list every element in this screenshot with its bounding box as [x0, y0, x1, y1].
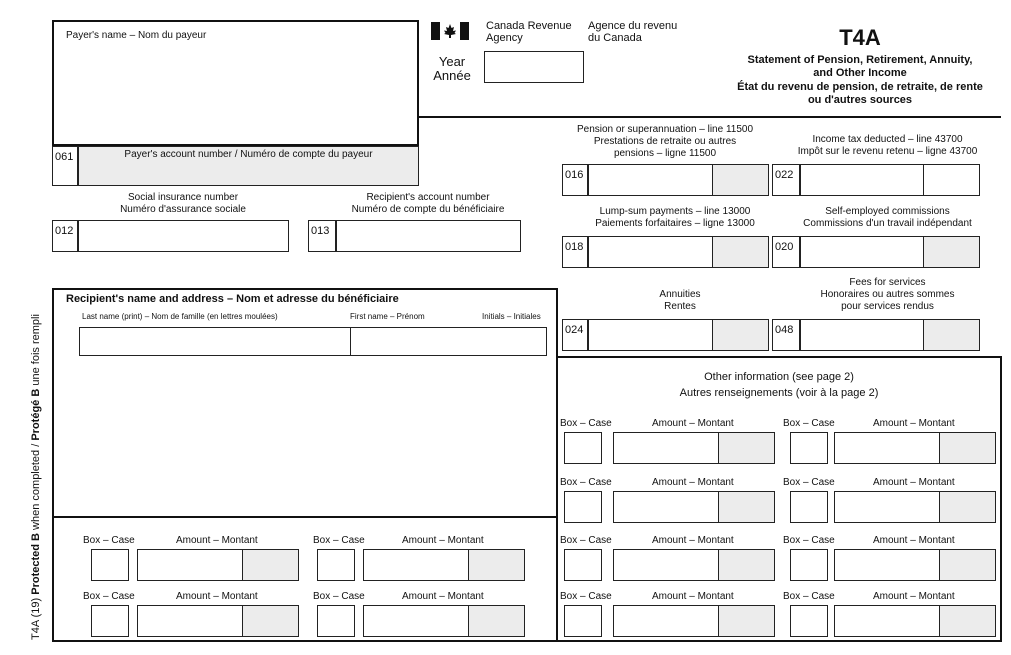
other-box-code-input[interactable]: [564, 432, 602, 464]
other-info-heading-fr: Autres renseignements (voir à la page 2): [679, 387, 879, 399]
other-box-label: Box – Case: [560, 591, 612, 602]
box-013-code: 013: [308, 220, 336, 252]
initials-label: Initials – Initiales: [482, 312, 541, 321]
other-box-code-input[interactable]: [790, 432, 828, 464]
other-amount-label: Amount – Montant: [652, 477, 734, 488]
other-info-heading-en: Other information (see page 2): [704, 371, 854, 383]
other-box-label: Box – Case: [783, 418, 835, 429]
box-020-amount[interactable]: [800, 236, 980, 268]
other-amount-label: Amount – Montant: [402, 591, 484, 602]
other-box-code-input[interactable]: [790, 605, 828, 637]
other-amount-label: Amount – Montant: [402, 535, 484, 546]
other-amount-input[interactable]: [613, 549, 775, 581]
box-016-amount[interactable]: [588, 164, 769, 196]
form-title-en: Statement of Pension, Retirement, Annuity, and Other Income: [747, 54, 973, 79]
other-box-code-input[interactable]: [91, 605, 129, 637]
other-box-code-input[interactable]: [790, 491, 828, 523]
header-divider: [419, 116, 1001, 118]
other-amount-input[interactable]: [363, 605, 525, 637]
box-018-amount[interactable]: [588, 236, 769, 268]
other-amount-input[interactable]: [137, 605, 299, 637]
payer-account-field[interactable]: [78, 146, 419, 186]
other-amount-input[interactable]: [363, 549, 525, 581]
other-box-code-input[interactable]: [564, 491, 602, 523]
other-amount-label: Amount – Montant: [873, 418, 955, 429]
box-022-code: 022: [772, 164, 800, 196]
recipient-account-input[interactable]: [336, 220, 521, 252]
protected-b-notice: T4A (19) Protected B when completed / Protégé B une fois rempli: [30, 314, 42, 640]
other-box-label: Box – Case: [560, 477, 612, 488]
box-048-label: Fees for services Honoraires ou autres sommes pour services rendus: [820, 277, 955, 312]
recipient-address-section[interactable]: [52, 288, 558, 518]
box-061-code: 061: [52, 146, 78, 186]
box-022-amount[interactable]: [800, 164, 980, 196]
other-amount-input[interactable]: [834, 432, 996, 464]
other-amount-label: Amount – Montant: [873, 591, 955, 602]
other-amount-label: Amount – Montant: [652, 535, 734, 546]
other-amount-input[interactable]: [834, 605, 996, 637]
other-box-label: Box – Case: [783, 535, 835, 546]
other-amount-label: Amount – Montant: [652, 591, 734, 602]
other-amount-label: Amount – Montant: [176, 535, 258, 546]
box-012-code: 012: [52, 220, 78, 252]
other-amount-input[interactable]: [137, 549, 299, 581]
other-amount-label: Amount – Montant: [873, 477, 955, 488]
agency-fr: Agence du revenu du Canada: [588, 20, 678, 44]
name-input-row[interactable]: [79, 327, 547, 356]
other-amount-input[interactable]: [834, 549, 996, 581]
other-box-label: Box – Case: [83, 591, 135, 602]
sin-input[interactable]: [78, 220, 289, 252]
other-box-label: Box – Case: [313, 591, 365, 602]
year-input[interactable]: [484, 51, 584, 83]
agency-en: Canada Revenue Agency: [486, 20, 572, 44]
box-024-label: Annuities Rentes: [659, 289, 701, 312]
other-box-label: Box – Case: [783, 477, 835, 488]
box-016-code: 016: [562, 164, 588, 196]
canada-flag-icon: [431, 22, 469, 40]
box-018-code: 018: [562, 236, 588, 268]
first-name-label: First name – Prénom: [350, 312, 425, 321]
other-box-label: Box – Case: [560, 418, 612, 429]
recipient-heading: Recipient's name and address – Nom et adresse du bénéficiaire: [66, 293, 399, 305]
form-code: T4A: [839, 25, 881, 50]
last-name-label: Last name (print) – Nom de famille (en lettres moulées): [82, 312, 278, 321]
other-amount-input[interactable]: [613, 432, 775, 464]
other-amount-input[interactable]: [613, 491, 775, 523]
box-016-label: Pension or superannuation – line 11500 Prestations de retraite ou autres pensions – ligne 11500: [576, 124, 754, 159]
box-048-amount[interactable]: [800, 319, 980, 351]
payer-name-box[interactable]: [52, 20, 419, 146]
other-box-code-input[interactable]: [91, 549, 129, 581]
other-amount-input[interactable]: [834, 491, 996, 523]
sin-label: Social insurance number Numéro d'assurance sociale: [120, 192, 246, 215]
payer-account-label: Payer's account number / Numéro de compte du payeur: [124, 149, 373, 160]
other-box-label: Box – Case: [313, 535, 365, 546]
other-amount-label: Amount – Montant: [652, 418, 734, 429]
box-024-code: 024: [562, 319, 588, 351]
year-label: Year Année: [433, 54, 471, 83]
other-box-code-input[interactable]: [564, 605, 602, 637]
other-box-label: Box – Case: [83, 535, 135, 546]
other-box-code-input[interactable]: [790, 549, 828, 581]
other-box-label: Box – Case: [783, 591, 835, 602]
other-box-code-input[interactable]: [317, 605, 355, 637]
box-022-label: Income tax deducted – line 43700 Impôt sur le revenu retenu – ligne 43700: [797, 134, 978, 157]
other-amount-label: Amount – Montant: [873, 535, 955, 546]
form-title-fr: État du revenu de pension, de retraite, de rente ou d'autres sources: [737, 81, 983, 106]
other-amount-label: Amount – Montant: [176, 591, 258, 602]
other-box-code-input[interactable]: [317, 549, 355, 581]
box-020-label: Self-employed commissions Commissions d'un travail indépendant: [803, 206, 972, 229]
box-018-label: Lump-sum payments – line 13000 Paiements forfaitaires – ligne 13000: [595, 206, 755, 229]
other-box-code-input[interactable]: [564, 549, 602, 581]
recipient-account-label: Recipient's account number Numéro de compte du bénéficiaire: [351, 192, 505, 215]
box-024-amount[interactable]: [588, 319, 769, 351]
box-048-code: 048: [772, 319, 800, 351]
other-amount-input[interactable]: [613, 605, 775, 637]
payer-name-label: Payer's name – Nom du payeur: [66, 30, 207, 41]
other-box-label: Box – Case: [560, 535, 612, 546]
box-020-code: 020: [772, 236, 800, 268]
